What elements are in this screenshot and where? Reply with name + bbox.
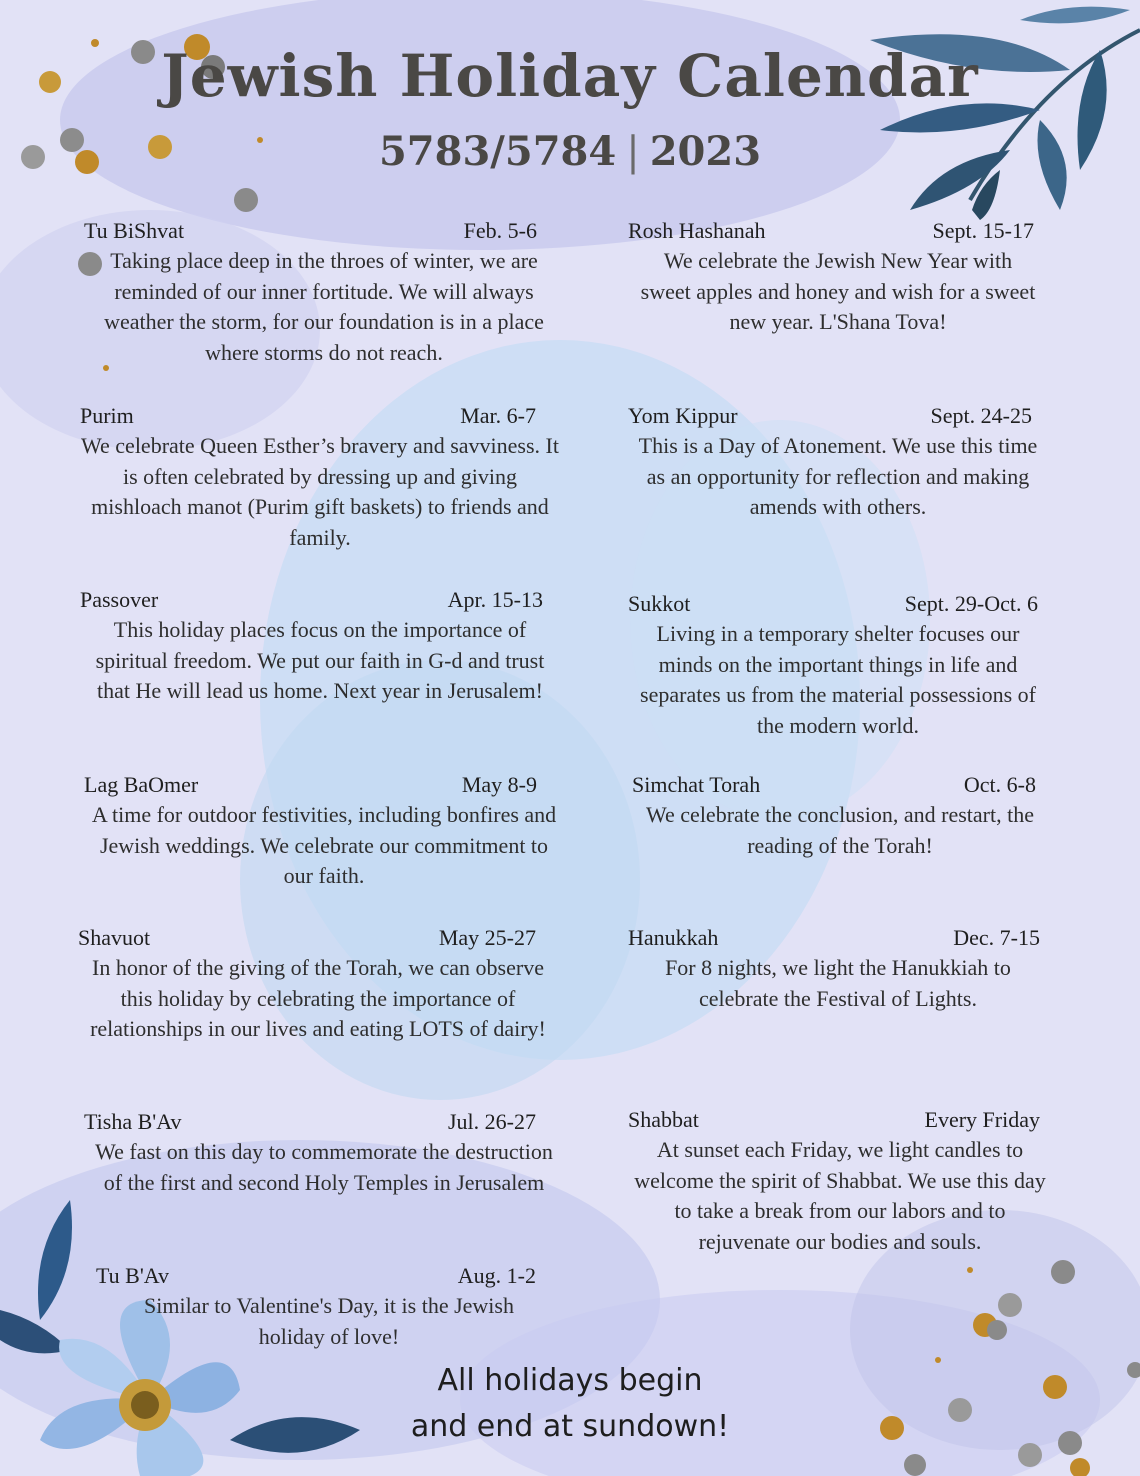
holiday-sukkot (628, 589, 1048, 742)
holiday-description: We celebrate the conclusion, and restart, the reading of the Torah! (646, 802, 1034, 858)
holiday-date: May 8-9 (461, 772, 537, 797)
year-separator: | (626, 129, 640, 175)
holiday-name: Tu BiShvat (84, 218, 185, 243)
holiday-date: Sept. 15-17 (932, 218, 1034, 243)
holiday-date: Sept. 29-Oct. 6 (904, 591, 1038, 616)
holiday-hanukkah (628, 923, 1048, 1014)
holiday-date: Apr. 15-13 (447, 587, 543, 612)
holiday-name: Rosh Hashanah (628, 218, 766, 243)
holiday-description: We celebrate Queen Esther’s bravery and savviness. It is often celebrated by dressing up and giving mishloach manot (Purim gift baskets) to friends and family. (81, 433, 559, 551)
holiday-shavuot (78, 923, 558, 1045)
holiday-date: Sept. 24-25 (930, 403, 1032, 428)
holiday-date: May 25-27 (438, 925, 536, 950)
holiday-simchat-torah (632, 770, 1048, 861)
holiday-date: Dec. 7-15 (953, 925, 1040, 950)
holiday-description: Living in a temporary shelter focuses our minds on the important things in life and separates us from the material possessions of the modern world. (640, 621, 1036, 739)
leaf-branch-top-right-icon (740, 0, 1140, 220)
holiday-description: This holiday places focus on the importance of spiritual freedom. We put our faith in G-d and trust that He will lead us home. Next year in Jerusalem! (95, 617, 545, 704)
holiday-lag-baomer (84, 770, 564, 892)
holiday-name: Purim (80, 403, 134, 428)
page-title: Jewish Holiday Calendar (161, 42, 979, 110)
footer-line-1: All holidays begin (437, 1363, 703, 1398)
holiday-tisha-bav (84, 1107, 564, 1198)
hebrew-year: 5783/5784 (378, 128, 617, 175)
holiday-purim (80, 401, 560, 554)
holiday-description: Taking place deep in the throes of winter, we are reminded of our inner fortitude. We will always weather the storm, for our foundation is in a place where storms do not reach. (104, 248, 544, 366)
holiday-date: Mar. 6-7 (460, 403, 536, 428)
holiday-yom-kippur (628, 401, 1048, 523)
holiday-description: Similar to Valentine's Day, it is the Jewish holiday of love! (144, 1293, 514, 1349)
holiday-description: This is a Day of Atonement. We use this time as an opportunity for reflection and making amends with others. (638, 433, 1038, 520)
holiday-description: At sunset each Friday, we light candles to welcome the spirit of Shabbat. We use this day to take a break from our labors and to rejuvenate our bodies and souls. (634, 1137, 1046, 1255)
holiday-date: Jul. 26-27 (448, 1109, 536, 1134)
holiday-name: Simchat Torah (632, 772, 761, 797)
holiday-description: For 8 nights, we light the Hanukkiah to celebrate the Festival of Lights. (665, 955, 1011, 1011)
holiday-date: Oct. 6-8 (963, 772, 1036, 797)
holiday-tu-bishvat (84, 216, 564, 369)
holiday-date: Feb. 5-6 (463, 218, 537, 243)
holiday-passover (80, 585, 560, 707)
holiday-rosh-hashanah (628, 216, 1048, 338)
gregorian-year: 2023 (649, 128, 762, 175)
holiday-name: Shabbat (628, 1107, 699, 1132)
footer-note (370, 1358, 770, 1450)
glitter-dots-bottom-right-icon (870, 1250, 1140, 1476)
year-subtitle (0, 128, 1140, 175)
holiday-description: In honor of the giving of the Torah, we can observe this holiday by celebrating the importance of relationships in our lives and eating LOTS of dairy! (90, 955, 546, 1042)
holiday-description: A time for outdoor festivities, including bonfires and Jewish weddings. We celebrate our commitment to our faith. (91, 802, 557, 889)
holiday-name: Sukkot (628, 591, 691, 616)
holiday-name: Tu B'Av (96, 1263, 170, 1288)
holiday-tu-bav (96, 1261, 562, 1352)
holiday-name: Yom Kippur (628, 403, 738, 428)
holiday-shabbat (628, 1105, 1052, 1258)
footer-line-2: and end at sundown! (410, 1409, 730, 1444)
holiday-description: We celebrate the Jewish New Year with sweet apples and honey and wish for a sweet new year. L'Shana Tova! (640, 248, 1036, 335)
holiday-date: Every Friday (924, 1107, 1040, 1132)
holiday-description: We fast on this day to commemorate the destruction of the first and second Holy Temples in Jerusalem (95, 1139, 553, 1195)
holiday-name: Passover (80, 587, 159, 612)
holiday-name: Lag BaOmer (84, 772, 199, 797)
holiday-name: Hanukkah (628, 925, 719, 950)
holiday-name: Shavuot (78, 925, 151, 950)
holiday-name: Tisha B'Av (84, 1109, 182, 1134)
holiday-date: Aug. 1-2 (457, 1263, 536, 1288)
